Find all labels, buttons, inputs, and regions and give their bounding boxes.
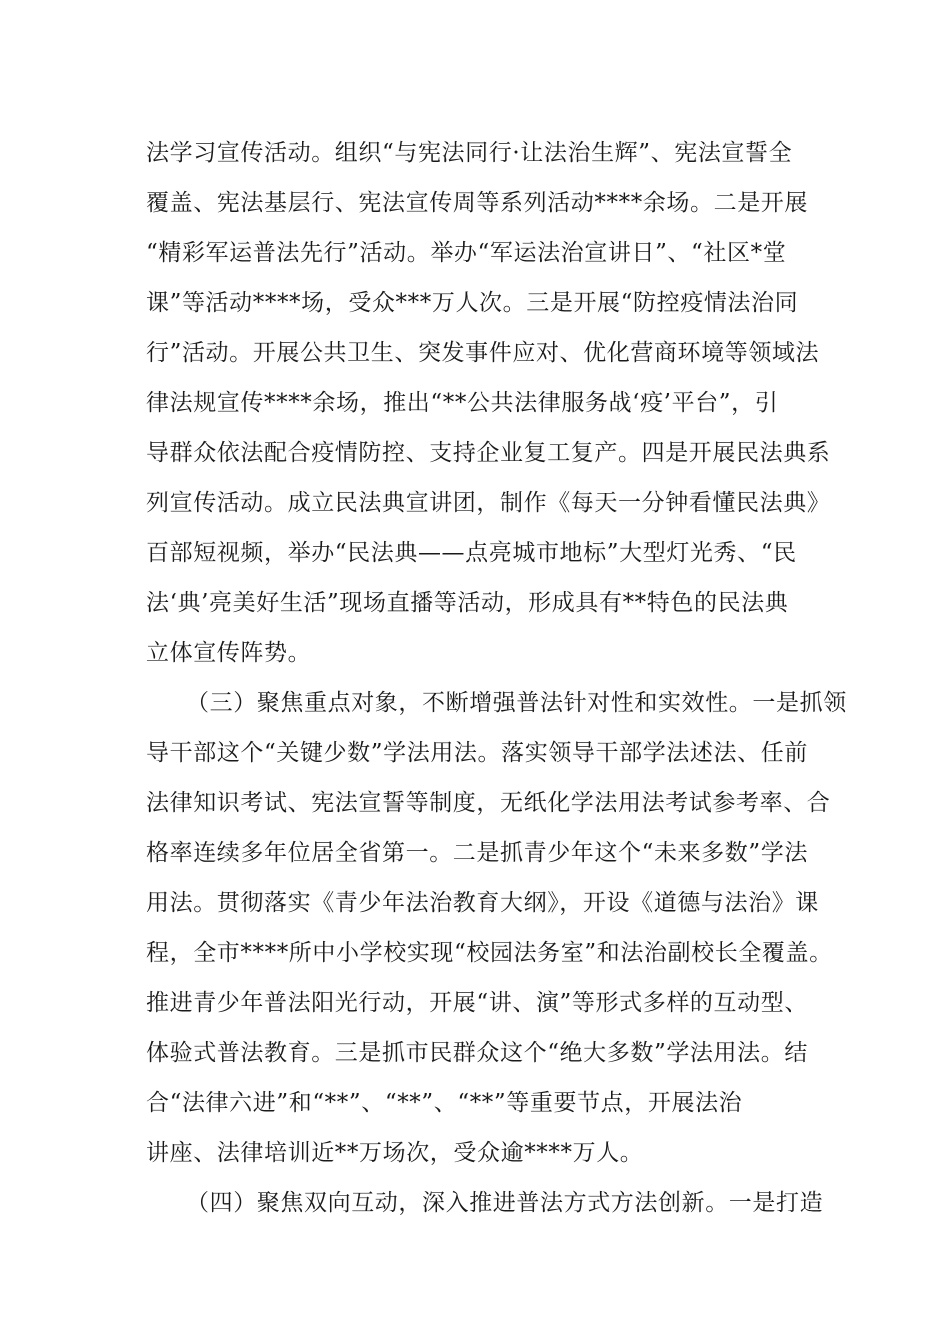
paragraph-line: 合“法律六进”和“**”、“**”、“**”等重要节点，开展法治 — [146, 1090, 743, 1116]
paragraph-line: 格率连续多年位居全省第一。二是抓青少年这个“未来多数”学法 — [146, 840, 808, 866]
paragraph-line: 律法规宣传****余场，推出“**公共法律服务战‘疫’平台”，引 — [146, 390, 779, 416]
paragraph-line: “精彩军运普法先行”活动。举办“军运法治宣讲日”、“社区*堂 — [146, 240, 787, 266]
paragraph-line: 法‘典’亮美好生活”现场直播等活动，形成具有**特色的民法典 — [146, 590, 789, 616]
paragraph-line: 百部短视频，举办“民法典——点亮城市地标”大型灯光秀、“民 — [146, 540, 797, 566]
paragraph-line: 行”活动。开展公共卫生、突发事件应对、优化营商环境等领域法 — [146, 340, 820, 366]
paragraph-line: 课”等活动****场，受众***万人次。三是开展“防控疫情法治同 — [146, 290, 799, 316]
paragraph-line: 导群众依法配合疫情防控、支持企业复工复产。四是开展民法典系 — [146, 440, 831, 466]
paragraph-line: 用法。贯彻落实《青少年法治教育大纲》，开设《道德与法治》课 — [146, 890, 819, 916]
paragraph-line: 列宣传活动。成立民法典宣讲团，制作《每天一分钟看懂民法典》 — [146, 490, 831, 516]
section-heading-line: （四）聚焦双向互动，深入推进普法方式方法创新。一是打造 — [186, 1190, 824, 1216]
paragraph-line: 覆盖、宪法基层行、宪法宣传周等系列活动****余场。二是开展 — [146, 190, 808, 216]
paragraph-line: 法学习宣传活动。组织“与宪法同行·让法治生辉”、宪法宣誓全 — [146, 140, 793, 166]
paragraph-line: 立体宣传阵势。 — [146, 640, 312, 666]
paragraph-line: 推进青少年普法阳光行动，开展“讲、演”等形式多样的互动型、 — [146, 990, 808, 1016]
paragraph-line: 讲座、法律培训近**万场次，受众逾****万人。 — [146, 1140, 644, 1166]
paragraph-line: 程，全市****所中小学校实现“校园法务室”和法治副校长全覆盖。 — [146, 940, 833, 966]
section-heading-line: （三）聚焦重点对象，不断增强普法针对性和实效性。一是抓领 — [186, 690, 847, 716]
paragraph-line: 法律知识考试、宪法宣誓等制度，无纸化学法用法考试参考率、合 — [146, 790, 831, 816]
paragraph-line: 导干部这个“关键少数”学法用法。落实领导干部学法述法、任前 — [146, 740, 808, 766]
paragraph-line: 体验式普法教育。三是抓市民群众这个“绝大多数”学法用法。结 — [146, 1040, 808, 1066]
